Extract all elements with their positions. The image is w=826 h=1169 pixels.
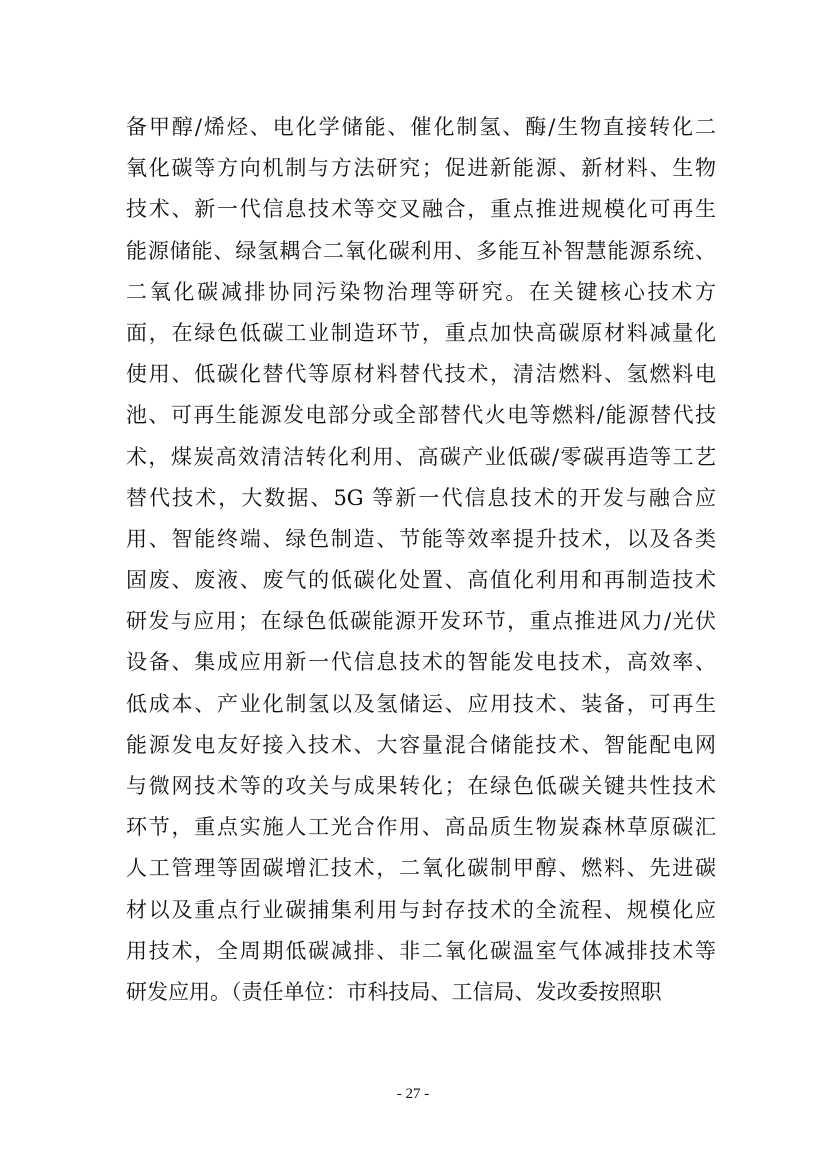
text-line: 环节，重点实施人工光合作用、高品质生物炭森林草原碳汇 [126,815,716,840]
body-text [126,107,716,1013]
text-line: 材以及重点行业碳捕集利用与封存技术的全流程、规模化应 [126,897,716,922]
text-line: 池、可再生能源发电部分或全部替代火电等燃料/能源替代技 [126,403,716,428]
text-line: 人工管理等固碳增汇技术，二氧化碳制甲醇、燃料、先进碳 [126,856,716,881]
text-line: 固废、废液、废气的低碳化处置、高值化利用和再制造技术 [126,568,716,593]
text-line: 用技术，全周期低碳减排、非二氧化碳温室气体减排技术等 [126,938,716,963]
text-line: 面，在绿色低碳工业制造环节，重点加快高碳原材料减量化 [126,320,716,345]
text-line: 使用、低碳化替代等原材料替代技术，清洁燃料、氢燃料电 [126,362,716,387]
text-line: 替代技术，大数据、5G 等新一代信息技术的开发与融合应 [126,485,716,510]
text-line: 与微网技术等的攻关与成果转化；在绿色低碳关键共性技术 [126,774,716,798]
text-line: 设备、集成应用新一代信息技术的智能发电技术，高效率、 [126,650,716,675]
text-line: 氧化碳等方向机制与方法研究；促进新能源、新材料、生物 [126,156,716,181]
text-line: 研发应用。（责任单位：市科技局、工信局、发改委按照职 [126,979,662,1004]
text-line: 备甲醇/烯烃、电化学储能、催化制氢、酶/生物直接转化二 [126,115,716,139]
text-line: 术，煤炭高效清洁转化利用、高碳产业低碳/零碳再造等工艺 [126,444,716,469]
text-line: 能源储能、绿氢耦合二氧化碳利用、多能互补智慧能源系统、 [126,238,716,263]
text-line: 用、智能终端、绿色制造、节能等效率提升技术，以及各类 [126,526,716,551]
text-line: 二氧化碳减排协同污染物治理等研究。在关键核心技术方 [126,279,716,304]
text-line: 技术、新一代信息技术等交叉融合，重点推进规模化可再生 [126,197,716,222]
text-line: 能源发电友好接入技术、大容量混合储能技术、智能配电网 [126,732,716,757]
page-number: - 27 - [396,1086,430,1102]
text-line: 研发与应用；在绿色低碳能源开发环节，重点推进风力/光伏 [126,609,716,634]
text-line: 低成本、产业化制氢以及氢储运、应用技术、装备，可再生 [126,691,716,716]
